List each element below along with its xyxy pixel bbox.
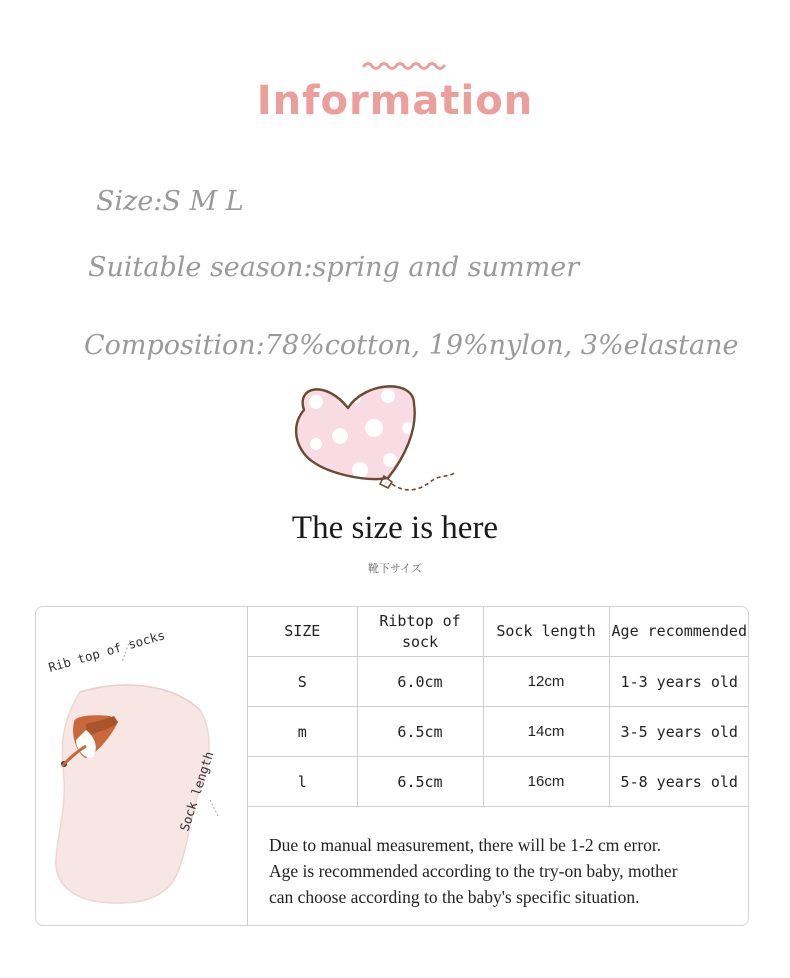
size-table: [248, 607, 749, 807]
cell-ribtop: 6.5cm: [357, 757, 483, 807]
wave-decoration-icon: [362, 60, 446, 72]
cell-ribtop: 6.0cm: [357, 657, 483, 707]
table-row: [248, 657, 749, 707]
cell-ribtop: 6.5cm: [357, 707, 483, 757]
sock-diagram: [40, 620, 245, 920]
spec-season: Suitable season:spring and summer: [88, 252, 580, 283]
table-header-row: [248, 607, 749, 657]
cell-sock-length: 16cm: [483, 757, 609, 807]
heart-balloon-icon: [286, 378, 466, 500]
cell-age: 5-8 years old: [609, 757, 749, 807]
cell-age: 1-3 years old: [609, 657, 749, 707]
header-size: SIZE: [248, 607, 357, 657]
header-ribtop: Ribtop of sock: [357, 607, 483, 657]
size-section-title: The size is here: [291, 510, 499, 546]
measurement-note: [269, 832, 747, 910]
sock-length-label: Sock length: [176, 749, 217, 833]
note-line: Due to manual measurement, there will be 1-2 cm error.: [269, 835, 662, 855]
table-row: [248, 707, 749, 757]
size-section-subtitle: 靴下サイズ: [367, 562, 423, 575]
header-age: Age recommended: [609, 607, 749, 657]
cell-size: m: [248, 707, 357, 757]
cell-sock-length: 12cm: [483, 657, 609, 707]
note-line: can choose according to the baby's specific situation.: [269, 887, 640, 907]
page-title: Information: [256, 78, 534, 124]
cell-sock-length: 14cm: [483, 707, 609, 757]
note-line: Age is recommended according to the try-on baby, mother: [269, 861, 678, 881]
spec-composition: Composition:78%cotton, 19%nylon, 3%elastane: [84, 330, 739, 361]
cell-size: l: [248, 757, 357, 807]
spec-size: Size:S M L: [96, 186, 244, 217]
cell-size: S: [248, 657, 357, 707]
table-row: [248, 757, 749, 807]
rib-top-label: Rib top of socks: [46, 627, 167, 675]
cell-age: 3-5 years old: [609, 707, 749, 757]
header-sock-length: Sock length: [483, 607, 609, 657]
